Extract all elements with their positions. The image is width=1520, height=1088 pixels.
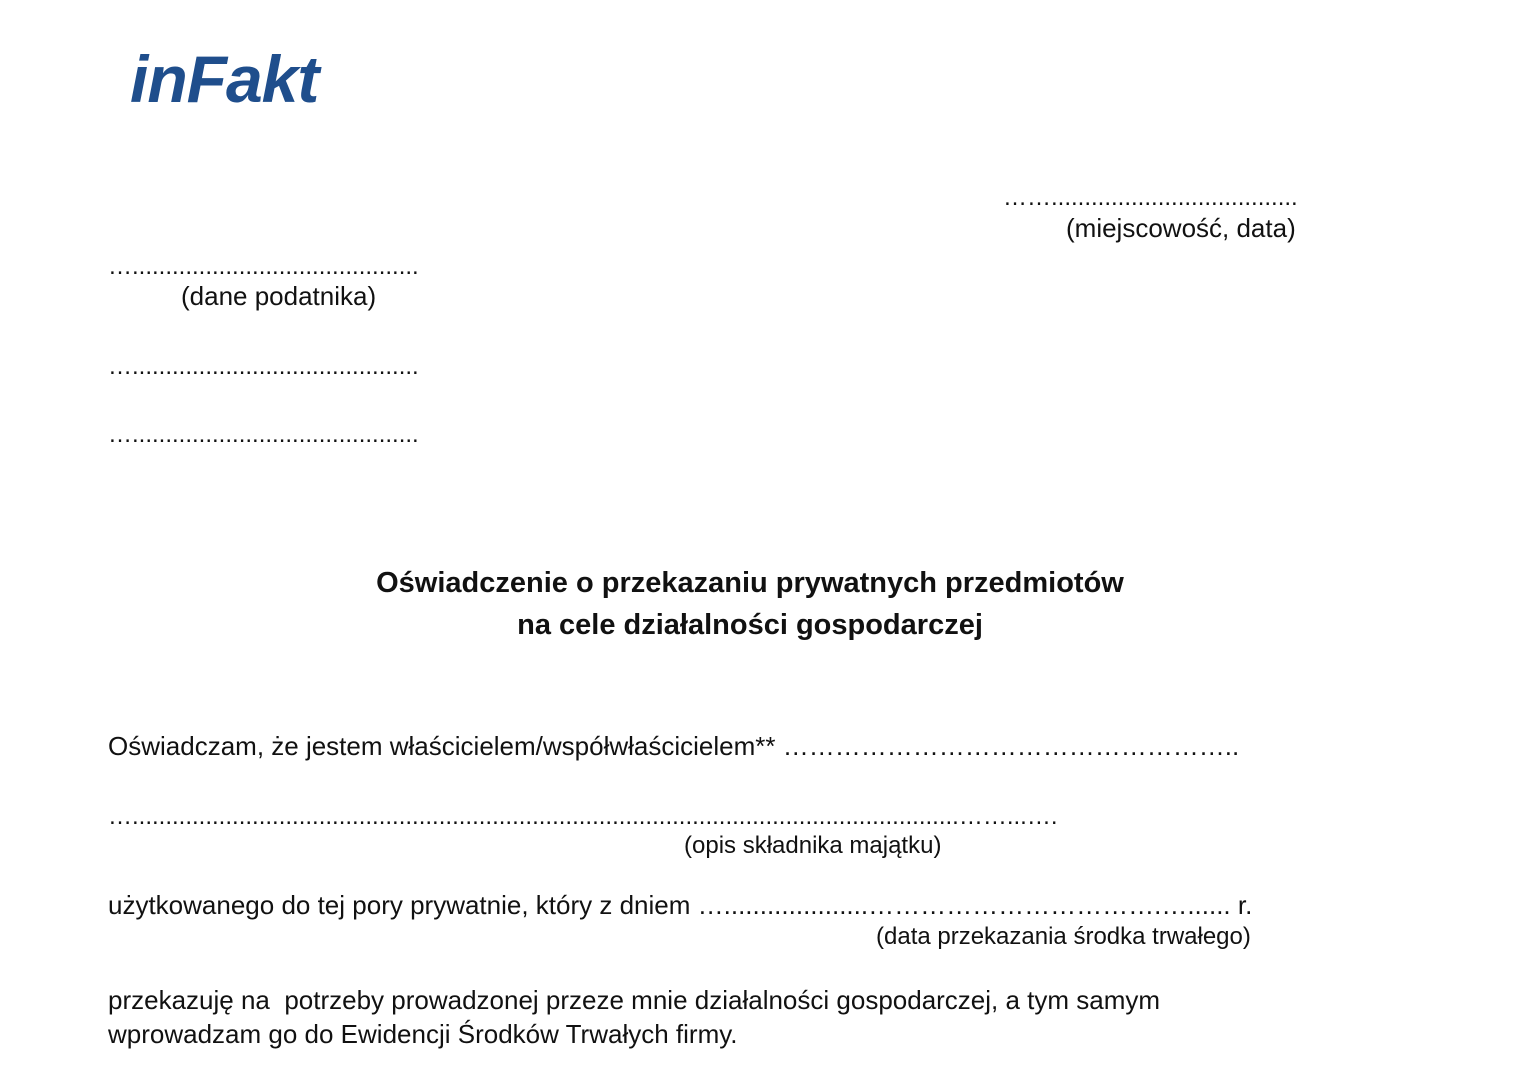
ownership-statement: Oświadczam, że jestem właścicielem/współwłaścicielem** …………………………………………….. — [108, 731, 1240, 761]
taxpayer-field-line-2[interactable]: …........................................... — [108, 353, 419, 380]
document-title-line-2: na cele działalności gospodarczej — [517, 609, 983, 641]
place-date-caption: (miejscowość, data) — [1066, 213, 1296, 243]
taxpayer-caption: (dane podatnika) — [181, 281, 377, 311]
transfer-date-statement: użytkowanego do tej pory prywatnie, który z dniem …....................…………………………….…...... r. — [108, 890, 1253, 920]
taxpayer-field-line-3[interactable]: …........................................... — [108, 421, 419, 448]
document-title-line-1: Oświadczenie o przekazaniu prywatnych przedmiotów — [376, 567, 1124, 599]
asset-description-caption: (opis składnika majątku) — [684, 832, 942, 859]
taxpayer-field-line-1[interactable]: …........................................... — [108, 253, 419, 280]
closing-paragraph-line-1: przekazuję na potrzeby prowadzonej przeze mnie działalności gospodarczej, a tym samym — [108, 985, 1161, 1015]
transfer-date-caption: (data przekazania środka trwałego) — [876, 923, 1251, 950]
infakt-logo: inFakt — [130, 42, 319, 116]
closing-paragraph-line-2: wprowadzam go do Ewidencji Środków Trwałych firmy. — [108, 1019, 738, 1049]
place-date-field[interactable]: ……..................................... — [1003, 184, 1298, 211]
asset-description-field[interactable]: …............................................................................................................................……...…. — [108, 803, 1058, 830]
